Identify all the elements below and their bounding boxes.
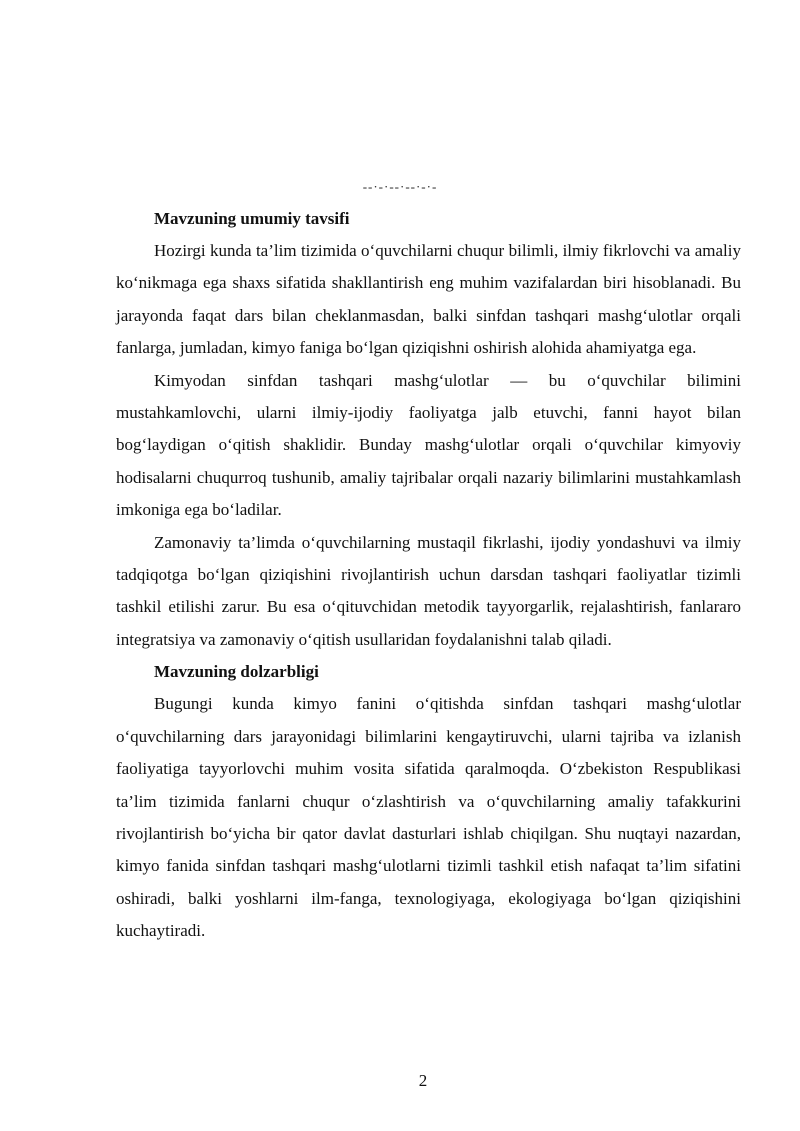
paragraph: Zamonaviy ta’limda o‘quvchilarning mustaqil fikrlashi, ijodiy yondashuvi va ilmiy tadqiqotga bo‘lgan qiziqishini rivojlantirish uchun darsdan tashqari faoliyatlar tizimli tashkil etilishi zarur. Bu esa o‘qituvchidan metodik tayyorgarlik, rejalashtirish, fanlararo integratsiya va zamonaviy o‘qitish usullaridan foydalanishni talab qiladi.	[116, 532, 741, 649]
page-number: 2	[418, 1071, 428, 1090]
paragraph: Bugungi kunda kimyo fanini o‘qitishda sinfdan tashqari mashg‘ulotlar o‘quvchilarning dars jarayonidagi bilimlarini kengaytiruvchi, ularni tajriba va izlanish faoliyatiga tayyorlovchi muhim vosita sifatida qaralmoqda. O‘zbekiston Respublikasi ta’lim tizimida fanlarni chuqur o‘zlashtirish va o‘quvchilarning amaliy tafakkurini rivojlantirish bo‘yicha bir qator davlat dasturlari ishlab chiqilgan. Shu nuqtayi nazardan, kimyo fanida sinfdan tashqari mashg‘ulotlarni tizimli tashkil etish nafaqat ta’lim sifatini oshiradi, balki yoshlarni ilm-fanga, texnologiyaga, ekologiyaga bo‘lgan qiziqishini kuchaytiradi.	[116, 694, 741, 941]
paragraph: Hozirgi kunda ta’lim tizimida o‘quvchilarni chuqur bilimli, ilmiy fikrlovchi va amaliy ko‘nikmaga ega shaxs sifatida shakllantirish eng muhim vazifalardan biri hisoblanadi. Bu jarayonda faqat dars bilan cheklanmasdan, balki sinfdan tashqari mashg‘ulotlar orqali fanlarga, jumladan, kimyo faniga bo‘lgan qiziqishni oshirish alohida ahamiyatga ega.	[116, 241, 741, 358]
document-body	[116, 203, 741, 948]
section-heading: Mavzuning dolzarbligi	[154, 662, 319, 682]
header-mark: --·-·--·--·-·-	[362, 179, 438, 194]
section-heading: Mavzuning umumiy tavsifi	[154, 209, 350, 228]
paragraph: Kimyodan sinfdan tashqari mashg‘ulotlar — bu o‘quvchilar bilimini mustahkamlovchi, ularni ilmiy-ijodiy faoliyatga jalb etuvchi, fanni hayot bilan bog‘laydigan o‘qitish shaklidir. Bunday mashg‘ulotlar orqali o‘quvchilar kimyoviy hodisalarni chuqurroq tushunib, amaliy tajribalar orqali nazariy bilimlarini mustahkamlash imkoniga ega bo‘ladilar.	[116, 370, 741, 520]
